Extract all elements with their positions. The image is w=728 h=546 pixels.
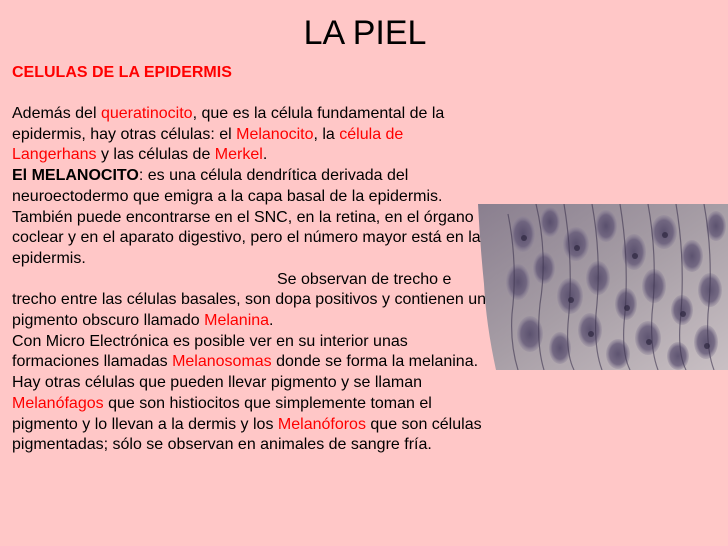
section-heading: CELULAS DE LA EPIDERMIS	[12, 64, 232, 81]
text-run: .	[269, 312, 274, 330]
paragraph-intro	[12, 104, 492, 166]
text-run: .	[262, 146, 268, 164]
text-run: trecho entre las células basales, son dopa positivos y contienen un pigmento obscuro llamado	[12, 291, 487, 330]
paragraph-melanocito	[12, 166, 492, 207]
body-text	[12, 104, 492, 456]
text-run: Hay otras células que pueden llevar pigmento y se llaman	[12, 374, 423, 392]
term-merkel: Merkel	[214, 146, 263, 164]
term-langerhans: célula de Langerhans	[12, 125, 404, 164]
term-melanina: Melanina	[204, 312, 270, 330]
term-el-melanocito: El MELANOCITO	[12, 167, 139, 185]
text-run: Además del	[12, 105, 101, 122]
micrograph-svg	[478, 204, 728, 370]
text-run: que son histiocitos que simplemente toman el pigmento y lo llevan a la dermis y los	[12, 394, 432, 433]
term-melanosomas: Melanosomas	[172, 353, 272, 371]
term-melanoforos: Melanóforos	[277, 415, 366, 433]
text-run: , que es la célula fundamental de la epidermis, hay otras células: el	[12, 105, 445, 143]
text-run: y las células de	[96, 146, 215, 164]
paragraph-observation	[12, 270, 492, 332]
text-run: , la	[313, 125, 340, 143]
micrograph-image	[478, 204, 728, 370]
text-run: : es una célula dendrítica derivada del neuroectodermo que emigra a la capa basal de la epidermis.	[12, 167, 443, 205]
paragraph-location: También puede encontrarse en el SNC, en la retina, en el órgano coclear y en el aparato digestivo, pero el número mayor está en la epidermis.	[12, 208, 481, 267]
text-run-indented: Se observan de trecho e	[277, 270, 452, 288]
text-run: que son células pigmentadas; sólo se observan en animales de sangre fría.	[12, 415, 482, 454]
paragraph-microscopy	[12, 332, 492, 373]
text-run: donde se forma la melanina.	[271, 353, 479, 371]
paragraph-other-cells	[12, 373, 492, 456]
term-melanofagos: Melanófagos	[12, 394, 104, 412]
text-run: Con Micro Electrónica es posible ver en su interior unas formaciones llamadas	[12, 332, 408, 371]
slide-title: LA PIEL	[303, 14, 427, 52]
term-queratinocito: queratinocito	[100, 105, 193, 122]
term-melanocito: Melanocito	[236, 125, 314, 143]
